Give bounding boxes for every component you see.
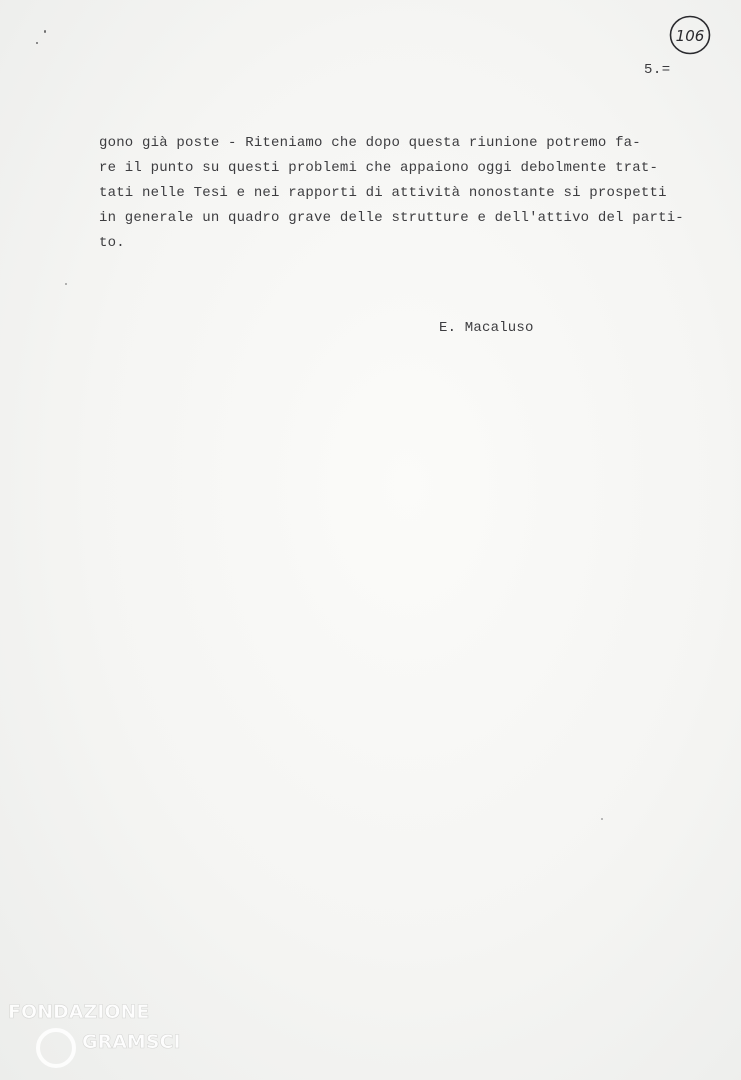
page-number: 5.=	[644, 62, 671, 78]
paper-speck	[601, 818, 603, 820]
foundation-watermark	[8, 1000, 188, 1075]
paper-speck	[44, 30, 46, 33]
archive-number-stamp	[668, 13, 712, 57]
text-line: to.	[99, 235, 125, 251]
text-line: tati nelle Tesi e nei rapporti di attività nonostante si prospetti	[99, 185, 667, 201]
watermark-line2: GRAMSCI	[82, 1031, 181, 1053]
paper-speck	[65, 283, 67, 285]
body-paragraph	[99, 131, 709, 256]
circle-stamp-icon	[668, 13, 712, 57]
archive-number-text: 106	[675, 27, 705, 45]
paper-speck	[36, 42, 38, 44]
text-line: in generale un quadro grave delle strutture e dell'attivo del parti-	[99, 210, 684, 226]
text-line: re il punto su questi problemi che appaiono oggi debolmente trat-	[99, 160, 659, 176]
signature: E. Macaluso	[439, 320, 534, 336]
watermark-logo-icon	[8, 1000, 188, 1075]
text-line: gono già poste - Riteniamo che dopo questa riunione potremo fa-	[99, 135, 641, 151]
watermark-line1: FONDAZIONE	[8, 1001, 150, 1023]
